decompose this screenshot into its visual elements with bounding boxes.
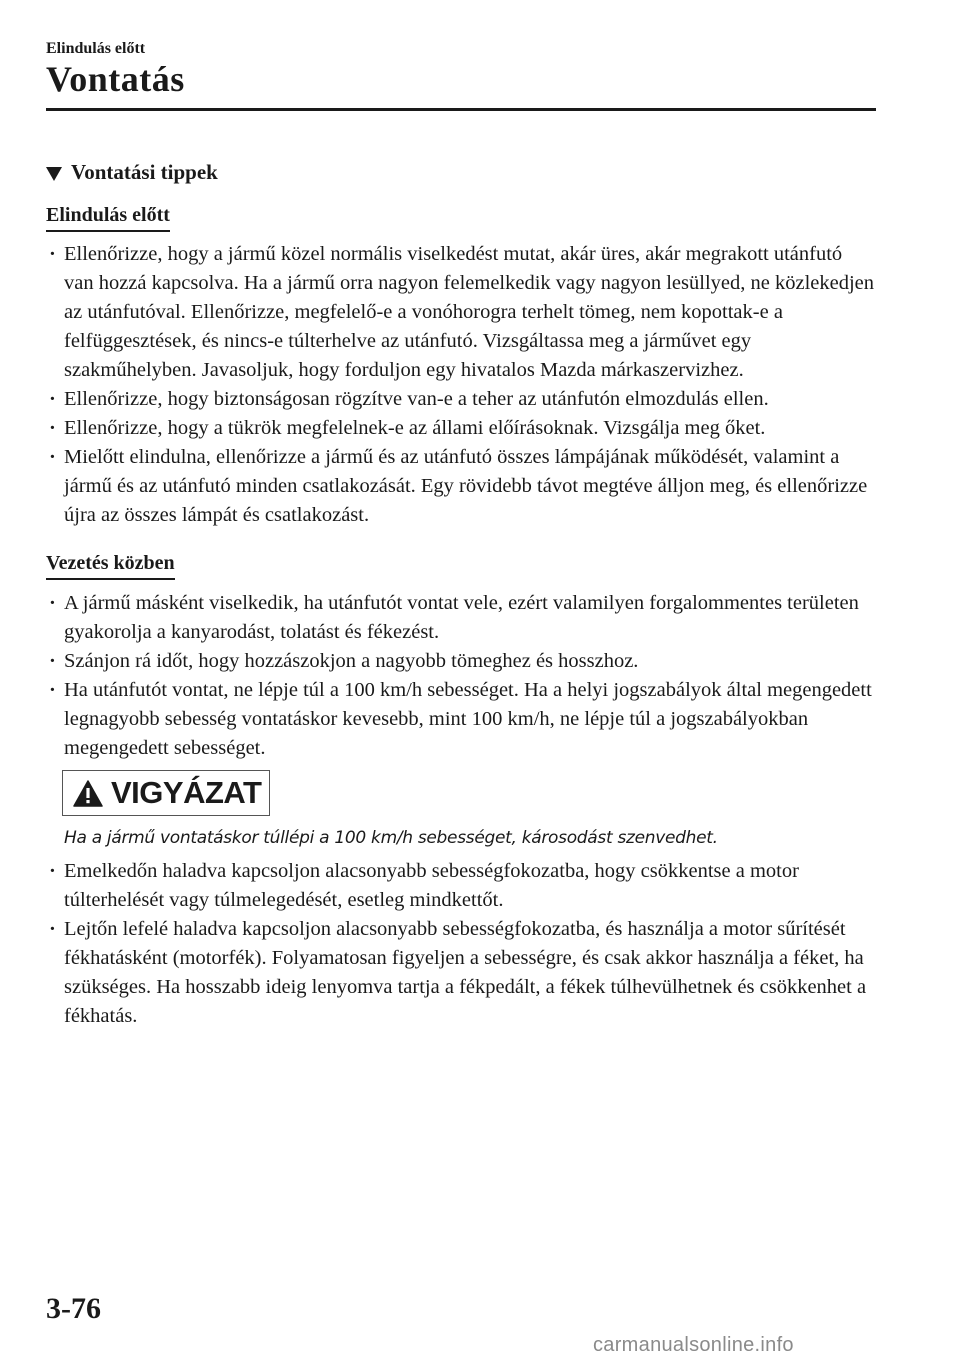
section-heading [46,160,218,185]
while-driving-list-continued [46,857,876,1031]
list-item: · Emelkedőn haladva kapcsoljon alacsonyabb sebességfokozatba, hogy csökkentse a motor túlterhelését vagy túlmelegedését, esetleg mindkettőt. [46,857,876,915]
page-number: 3-76 [46,1292,101,1325]
subheading-while-driving: Vezetés közben [46,552,175,580]
list-item: · Lejtőn lefelé haladva kapcsoljon alacsonyabb sebességfokozatba, és használja a motor sűrítését fékhatásként (motorfék). Folyamatosan figyeljen a sebességre, és csak akkor használja a féket, ha szükséges. Ha hosszabb ideig lenyomva tartja a fékpedált, a fékek túlhevülhetnek és csökkenhet a fékhatás. [46,915,876,1031]
while-driving-list [46,589,876,763]
warning-box [62,770,270,816]
list-item: · Szánjon rá időt, hogy hozzászokjon a nagyobb tömeghez és hosszhoz. [46,647,876,676]
list-item: · A jármű másként viselkedik, ha utánfutót vontat vele, ezért valamilyen forgalommentes területen gyakorolja a kanyarodást, tolatást és fékezést. [46,589,876,647]
list-item: · Ellenőrizze, hogy a jármű közel normális viselkedést mutat, akár üres, akár megrakott utánfutó van hozzá kapcsolva. Ha a jármű orra nagyon felemelkedik vagy nagyon lesüllyed, ne közlekedjen az utánfutóval. Ellenőrizze, megfelelő-e a vonóhorogra terhelt tömeg, nem kopottak-e a felfüggesztések, és nincs-e túlterhelve az utánfutó. Vizsgáltassa meg a járművet egy szakműhelyben. Javasoljuk, hogy forduljon egy hivatalos Mazda márkaszervizhez. [46,240,876,385]
list-item: · Ellenőrizze, hogy a tükrök megfelelnek-e az állami előírásoknak. Vizsgálja meg őket. [46,414,876,443]
page-title: Vontatás [46,59,185,99]
warning-triangle-icon [73,780,103,807]
header-divider [46,108,876,111]
list-item: · Mielőtt elindulna, ellenőrizze a jármű és az utánfutó összes lámpájának működését, valamint a jármű és az utánfutó minden csatlakozását. Egy rövidebb távot megtéve álljon meg, és ellenőrizze újra az összes lámpát és csatlakozást. [46,443,876,530]
section-heading-text: Vontatási tippek [71,160,218,184]
header-section-label: Elindulás előtt [46,40,146,57]
triangle-down-icon [46,167,62,181]
warning-label: VIGYÁZAT [111,775,262,810]
warning-text: Ha a jármű vontatáskor túllépi a 100 km/h sebességet, károsodást szenvedhet. [64,828,718,848]
list-item: · Ha utánfutót vontat, ne lépje túl a 100 km/h sebességet. Ha a helyi jogszabályok által megengedett legnagyobb sebesség vontatáskor kevesebb, mint 100 km/h, ne lépje túl a jogszabályokban megengedett sebességet. [46,676,876,763]
subheading-before-start: Elindulás előtt [46,204,170,232]
watermark: carmanualsonline.info [593,1334,794,1356]
before-start-list [46,240,876,530]
list-item: · Ellenőrizze, hogy biztonságosan rögzítve van-e a teher az utánfutón elmozdulás ellen. [46,385,876,414]
